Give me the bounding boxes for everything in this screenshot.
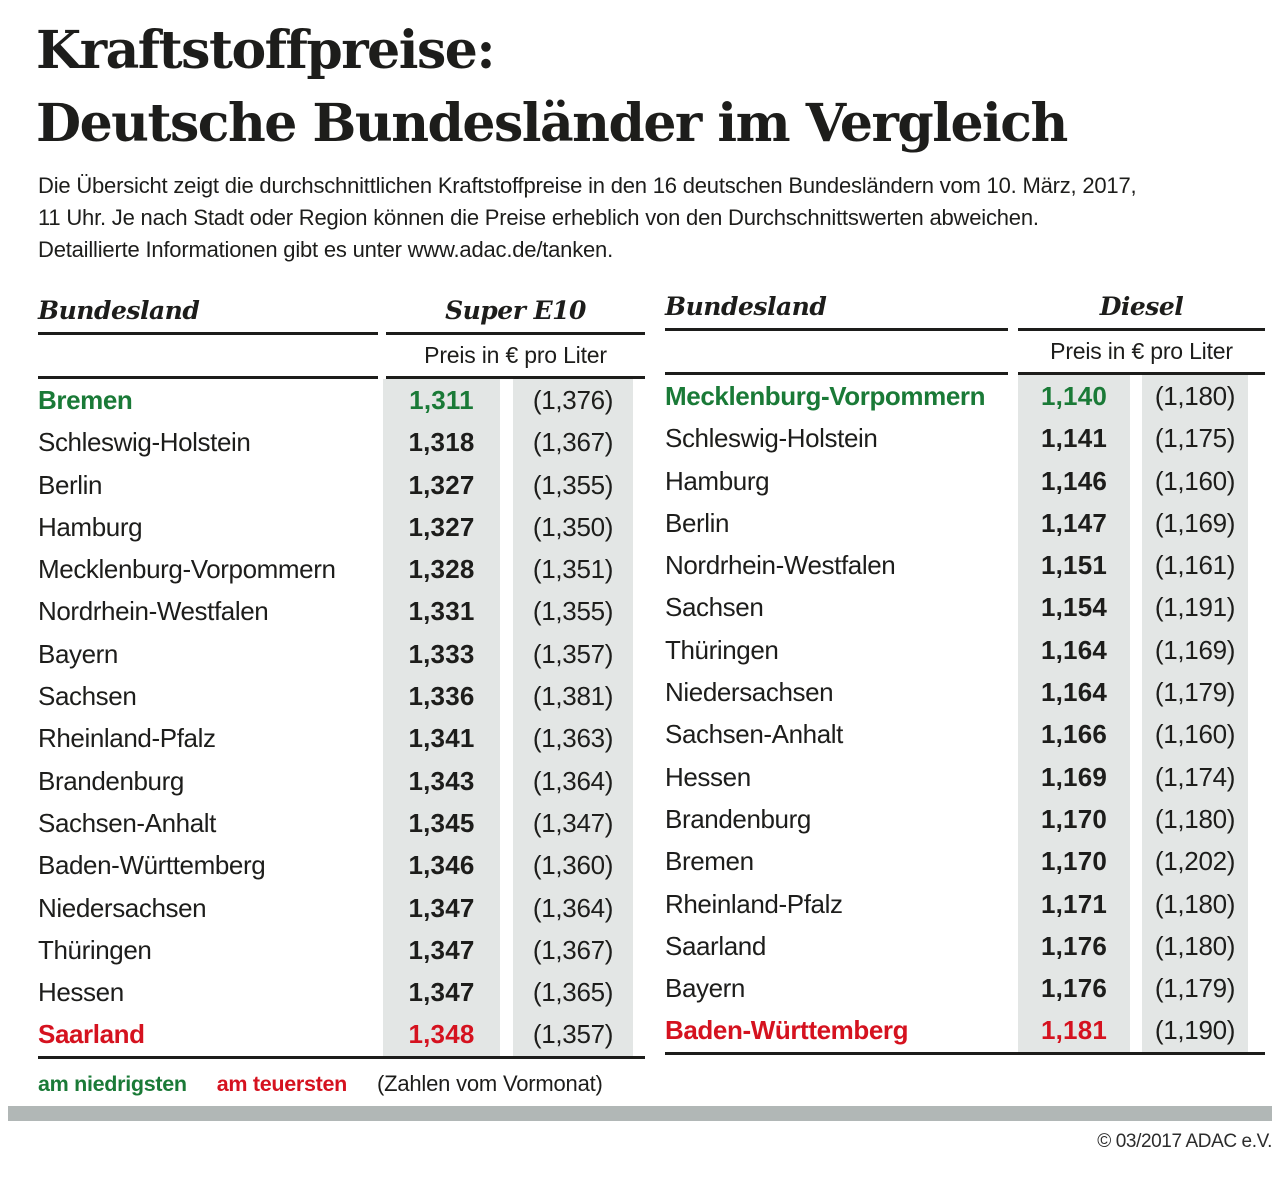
current-price: 1,347 xyxy=(383,929,500,971)
spacer xyxy=(1010,417,1018,459)
current-price: 1,328 xyxy=(383,548,500,590)
spacer xyxy=(500,844,513,886)
page-title xyxy=(36,14,1067,160)
previous-month-price: (1,355) xyxy=(513,590,633,632)
previous-month-price: (1,364) xyxy=(513,887,633,929)
spacer xyxy=(1010,967,1018,1009)
spacer xyxy=(1010,883,1018,925)
table-bottom-divider xyxy=(38,1056,645,1059)
spacer xyxy=(1130,375,1142,417)
table-row xyxy=(665,883,1248,925)
table-row xyxy=(38,675,633,717)
state-name: Bremen xyxy=(665,846,754,877)
previous-month-price: (1,351) xyxy=(513,548,633,590)
table-subheader xyxy=(665,331,1265,372)
previous-month-price: (1,376) xyxy=(513,379,633,421)
intro-line: 11 Uhr. Je nach Stadt oder Region können die Preise erheblich von den Durchschnittswerten abweichen. xyxy=(38,205,1039,230)
current-price: 1,181 xyxy=(1018,1009,1130,1051)
spacer xyxy=(1010,713,1018,755)
spacer xyxy=(1010,586,1018,628)
spacer xyxy=(1130,460,1142,502)
current-price: 1,146 xyxy=(1018,460,1130,502)
previous-month-price: (1,180) xyxy=(1142,883,1248,925)
state-name: Hamburg xyxy=(665,465,770,496)
spacer xyxy=(1130,798,1142,840)
unit-header: Preis in € pro Liter xyxy=(1050,338,1233,364)
spacer xyxy=(1130,586,1142,628)
previous-month-price: (1,367) xyxy=(513,929,633,971)
spacer xyxy=(500,675,513,717)
table-body-super-e10 xyxy=(38,379,645,1056)
spacer xyxy=(500,421,513,463)
state-name: Niedersachsen xyxy=(38,892,207,923)
table-row xyxy=(38,590,633,632)
previous-month-price: (1,160) xyxy=(1142,460,1248,502)
current-price: 1,164 xyxy=(1018,629,1130,671)
state-name: Berlin xyxy=(665,507,730,538)
previous-month-price: (1,363) xyxy=(513,717,633,759)
state-name: Baden-Württemberg xyxy=(38,850,266,881)
previous-month-price: (1,350) xyxy=(513,506,633,548)
table-bottom-divider xyxy=(665,1052,1265,1055)
unit-header: Preis in € pro Liter xyxy=(424,342,607,368)
spacer xyxy=(1130,883,1142,925)
spacer xyxy=(38,335,386,376)
previous-month-price: (1,161) xyxy=(1142,544,1248,586)
table-row xyxy=(38,464,633,506)
table-subheader xyxy=(38,335,645,376)
table-row xyxy=(38,844,633,886)
spacer xyxy=(1130,417,1142,459)
spacer xyxy=(500,929,513,971)
state-name: Nordrhein-Westfalen xyxy=(665,550,896,581)
table-header xyxy=(38,288,645,332)
spacer xyxy=(1010,375,1018,417)
state-name: Saarland xyxy=(665,930,766,961)
table-row xyxy=(38,379,633,421)
previous-month-price: (1,347) xyxy=(513,802,633,844)
current-price: 1,164 xyxy=(1018,671,1130,713)
previous-month-price: (1,174) xyxy=(1142,756,1248,798)
spacer xyxy=(1130,544,1142,586)
spacer xyxy=(500,590,513,632)
state-name: Bayern xyxy=(38,638,118,669)
spacer xyxy=(500,717,513,759)
column-header-bundesland: Bundesland xyxy=(665,292,827,321)
table-row xyxy=(665,671,1248,713)
state-name: Saarland xyxy=(38,1019,145,1050)
previous-month-price: (1,367) xyxy=(513,421,633,463)
previous-month-price: (1,360) xyxy=(513,844,633,886)
table-row xyxy=(665,460,1248,502)
state-name: Brandenburg xyxy=(38,765,184,796)
previous-month-price: (1,365) xyxy=(513,971,633,1013)
state-name: Schleswig-Holstein xyxy=(665,423,878,454)
current-price: 1,151 xyxy=(1018,544,1130,586)
table-row xyxy=(665,586,1248,628)
current-price: 1,346 xyxy=(383,844,500,886)
table-row xyxy=(665,756,1248,798)
column-header-bundesland: Bundesland xyxy=(38,296,200,325)
state-name: Bayern xyxy=(665,973,745,1004)
spacer xyxy=(1010,798,1018,840)
state-name: Schleswig-Holstein xyxy=(38,427,251,458)
current-price: 1,345 xyxy=(383,802,500,844)
column-header-diesel: Diesel xyxy=(1099,292,1184,321)
previous-month-price: (1,160) xyxy=(1142,713,1248,755)
table-row xyxy=(665,417,1248,459)
current-price: 1,347 xyxy=(383,971,500,1013)
current-price: 1,327 xyxy=(383,464,500,506)
current-price: 1,141 xyxy=(1018,417,1130,459)
spacer xyxy=(1010,671,1018,713)
spacer xyxy=(1010,925,1018,967)
table-row xyxy=(38,633,633,675)
state-name: Baden-Württemberg xyxy=(665,1015,909,1046)
spacer xyxy=(1010,544,1018,586)
table-super-e10 xyxy=(38,288,645,1059)
table-header xyxy=(665,284,1265,328)
previous-month-price: (1,180) xyxy=(1142,798,1248,840)
copyright: © 03/2017 ADAC e.V. xyxy=(1097,1131,1272,1152)
previous-month-price: (1,169) xyxy=(1142,502,1248,544)
column-header-super-e10: Super E10 xyxy=(445,296,586,325)
spacer xyxy=(1130,840,1142,882)
current-price: 1,327 xyxy=(383,506,500,548)
intro-line: Die Übersicht zeigt die durchschnittlichen Kraftstoffpreise in den 16 deutschen Bundesländern vom 10. März, 2017, xyxy=(38,173,1137,198)
table-diesel xyxy=(665,284,1265,1055)
current-price: 1,154 xyxy=(1018,586,1130,628)
state-name: Berlin xyxy=(38,469,103,500)
spacer xyxy=(1130,629,1142,671)
title-line-2: Deutsche Bundesländer im Vergleich xyxy=(36,93,1067,154)
spacer xyxy=(500,1013,513,1055)
spacer xyxy=(1010,502,1018,544)
current-price: 1,347 xyxy=(383,887,500,929)
spacer xyxy=(500,464,513,506)
table-row xyxy=(665,967,1248,1009)
table-row xyxy=(38,760,633,802)
spacer xyxy=(500,379,513,421)
state-name: Thüringen xyxy=(38,934,152,965)
previous-month-price: (1,202) xyxy=(1142,840,1248,882)
spacer xyxy=(500,760,513,802)
previous-month-price: (1,364) xyxy=(513,760,633,802)
previous-month-price: (1,179) xyxy=(1142,967,1248,1009)
table-row xyxy=(665,713,1248,755)
spacer xyxy=(1130,713,1142,755)
previous-month-price: (1,190) xyxy=(1142,1009,1248,1051)
table-row xyxy=(665,629,1248,671)
state-name: Bremen xyxy=(38,385,133,415)
legend-lowest: am niedrigsten xyxy=(38,1072,187,1096)
table-row xyxy=(38,887,633,929)
spacer xyxy=(1010,629,1018,671)
state-name: Rheinland-Pfalz xyxy=(665,888,843,919)
current-price: 1,348 xyxy=(383,1013,500,1055)
state-name: Mecklenburg-Vorpommern xyxy=(665,381,986,411)
legend xyxy=(38,1071,603,1097)
intro-text xyxy=(38,170,1136,266)
current-price: 1,318 xyxy=(383,421,500,463)
table-row xyxy=(38,929,633,971)
spacer xyxy=(1010,460,1018,502)
table-row xyxy=(665,840,1248,882)
previous-month-price: (1,179) xyxy=(1142,671,1248,713)
spacer xyxy=(500,971,513,1013)
spacer xyxy=(500,633,513,675)
current-price: 1,336 xyxy=(383,675,500,717)
table-row xyxy=(38,506,633,548)
state-name: Sachsen-Anhalt xyxy=(38,807,216,838)
current-price: 1,147 xyxy=(1018,502,1130,544)
state-name: Hamburg xyxy=(38,511,143,542)
spacer xyxy=(665,331,1018,372)
table-row xyxy=(665,502,1248,544)
spacer xyxy=(1130,671,1142,713)
table-row xyxy=(665,544,1248,586)
state-name: Sachsen-Anhalt xyxy=(665,719,843,750)
intro-line: Detaillierte Informationen gibt es unter www.adac.de/tanken. xyxy=(38,237,613,262)
legend-highest: am teuersten xyxy=(216,1072,347,1096)
table-row xyxy=(38,802,633,844)
current-price: 1,140 xyxy=(1018,375,1130,417)
table-body-diesel xyxy=(665,375,1265,1052)
state-name: Sachsen xyxy=(665,592,764,623)
spacer xyxy=(1130,502,1142,544)
state-name: Hessen xyxy=(38,977,124,1008)
current-price: 1,341 xyxy=(383,717,500,759)
state-name: Mecklenburg-Vorpommern xyxy=(38,554,336,585)
current-price: 1,331 xyxy=(383,590,500,632)
previous-month-price: (1,180) xyxy=(1142,375,1248,417)
state-name: Thüringen xyxy=(665,634,779,665)
title-line-1: Kraftstoffpreise: xyxy=(36,20,495,81)
spacer xyxy=(1010,1009,1018,1051)
table-row xyxy=(38,971,633,1013)
table-row xyxy=(38,548,633,590)
previous-month-price: (1,357) xyxy=(513,1013,633,1055)
previous-month-price: (1,357) xyxy=(513,633,633,675)
previous-month-price: (1,169) xyxy=(1142,629,1248,671)
previous-month-price: (1,175) xyxy=(1142,417,1248,459)
table-row xyxy=(665,1009,1248,1051)
spacer xyxy=(1130,967,1142,1009)
table-row xyxy=(665,925,1248,967)
state-name: Niedersachsen xyxy=(665,677,834,708)
previous-month-price: (1,180) xyxy=(1142,925,1248,967)
table-row xyxy=(665,375,1248,417)
current-price: 1,171 xyxy=(1018,883,1130,925)
current-price: 1,170 xyxy=(1018,840,1130,882)
current-price: 1,169 xyxy=(1018,756,1130,798)
table-row xyxy=(665,798,1248,840)
state-name: Nordrhein-Westfalen xyxy=(38,596,269,627)
table-row xyxy=(38,1013,633,1055)
legend-note: (Zahlen vom Vormonat) xyxy=(376,1071,603,1096)
state-name: Brandenburg xyxy=(665,803,811,834)
table-row xyxy=(38,717,633,759)
previous-month-price: (1,355) xyxy=(513,464,633,506)
spacer xyxy=(1130,1009,1142,1051)
footer-bar xyxy=(8,1106,1272,1121)
previous-month-price: (1,191) xyxy=(1142,586,1248,628)
current-price: 1,170 xyxy=(1018,798,1130,840)
spacer xyxy=(500,887,513,929)
state-name: Rheinland-Pfalz xyxy=(38,723,216,754)
current-price: 1,176 xyxy=(1018,967,1130,1009)
spacer xyxy=(1010,756,1018,798)
current-price: 1,343 xyxy=(383,760,500,802)
state-name: Hessen xyxy=(665,761,751,792)
spacer xyxy=(1130,756,1142,798)
spacer xyxy=(1130,925,1142,967)
state-name: Sachsen xyxy=(38,681,137,712)
current-price: 1,166 xyxy=(1018,713,1130,755)
previous-month-price: (1,381) xyxy=(513,675,633,717)
spacer xyxy=(500,548,513,590)
spacer xyxy=(500,506,513,548)
spacer xyxy=(1010,840,1018,882)
current-price: 1,311 xyxy=(383,379,500,421)
current-price: 1,176 xyxy=(1018,925,1130,967)
current-price: 1,333 xyxy=(383,633,500,675)
spacer xyxy=(500,802,513,844)
table-row xyxy=(38,421,633,463)
